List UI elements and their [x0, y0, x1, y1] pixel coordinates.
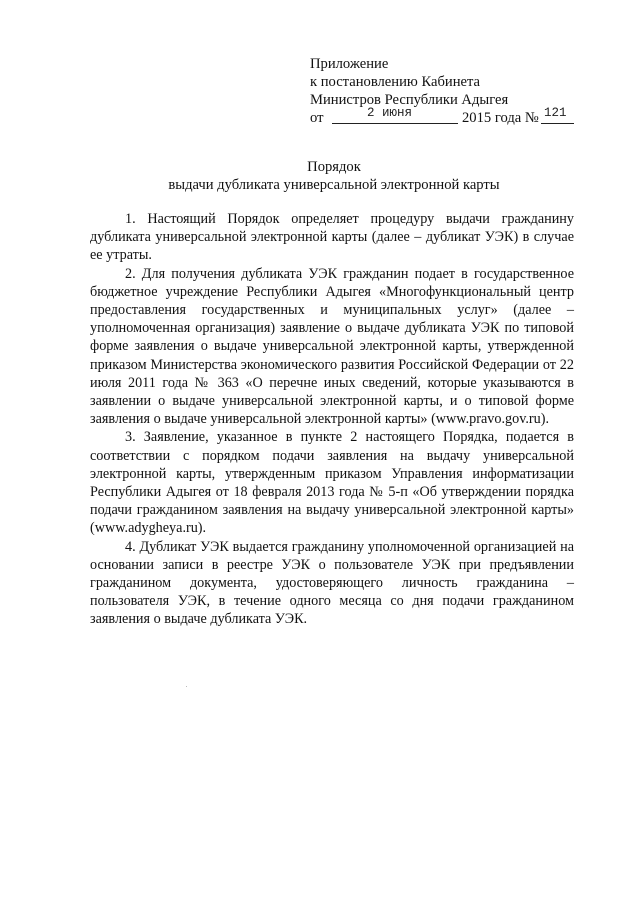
appendix-header: [310, 55, 610, 129]
year-number-label: 2015 года №: [462, 110, 539, 126]
cabinet-reference: Министров Республики Адыгея: [310, 92, 509, 108]
document-title: [0, 158, 640, 194]
date-number-line: [310, 106, 610, 129]
paragraph-4: 4. Дубликат УЭК выдается гражданину уполномоченной организацией на основании записи в реестре УЭК о пользователе УЭК при предъявлении гражданином документа, удостоверяющего личность гражданина – пользователя УЭК, в течение одного месяца со дня подачи гражданином заявления о выдаче дубликата УЭК.: [90, 538, 574, 628]
date-value: 2 июня: [367, 106, 413, 120]
number-value: 121: [544, 106, 567, 120]
paragraph-2: 2. Для получения дубликата УЭК гражданин подает в государственное бюджетное учреждение Республики Адыгея «Многофункциональный центр предоставления государственных и муниципальных услуг» (далее – уполномоченная организация) заявление о выдаче дубликата УЭК по типовой форме заявления о выдаче универсальной электронной карты, утвержденной приказом Министерства экономического развития Российской Федерации от 22 июля 2011 года № 363 «О перечне иных сведений, которые указываются в заявлении о выдаче универсальной электронной карты, и о типовой форме заявления о выдаче универсальной электронной карты» (www.pravo.gov.ru).: [90, 265, 574, 428]
scan-speck: [186, 686, 187, 687]
number-underline: [541, 123, 574, 124]
document-body: [90, 210, 574, 629]
title-line-2: выдачи дубликата универсальной электронной карты: [168, 177, 500, 193]
resolution-reference: к постановлению Кабинета: [310, 74, 481, 90]
title-line-1: Порядок: [307, 159, 361, 175]
appendix-label: Приложение: [310, 56, 389, 72]
from-label: от: [310, 110, 324, 126]
paragraph-3: 3. Заявление, указанное в пункте 2 настоящего Порядка, подается в соответствии с порядком подачи заявления на выдачу универсальной электронной карты, утвержденным приказом Управления информатизации Республики Адыгея от 18 февраля 2013 года № 5-п «Об утверждении порядка подачи гражданином заявления на выдачу универсальной электронной карты» (www.adygheya.ru).: [90, 429, 574, 537]
paragraph-1: 1. Настоящий Порядок определяет процедуру выдачи гражданину дубликата универсальной электронной карты (далее – дубликат УЭК) в случае ее утраты.: [90, 211, 574, 264]
date-underline: [332, 123, 458, 124]
